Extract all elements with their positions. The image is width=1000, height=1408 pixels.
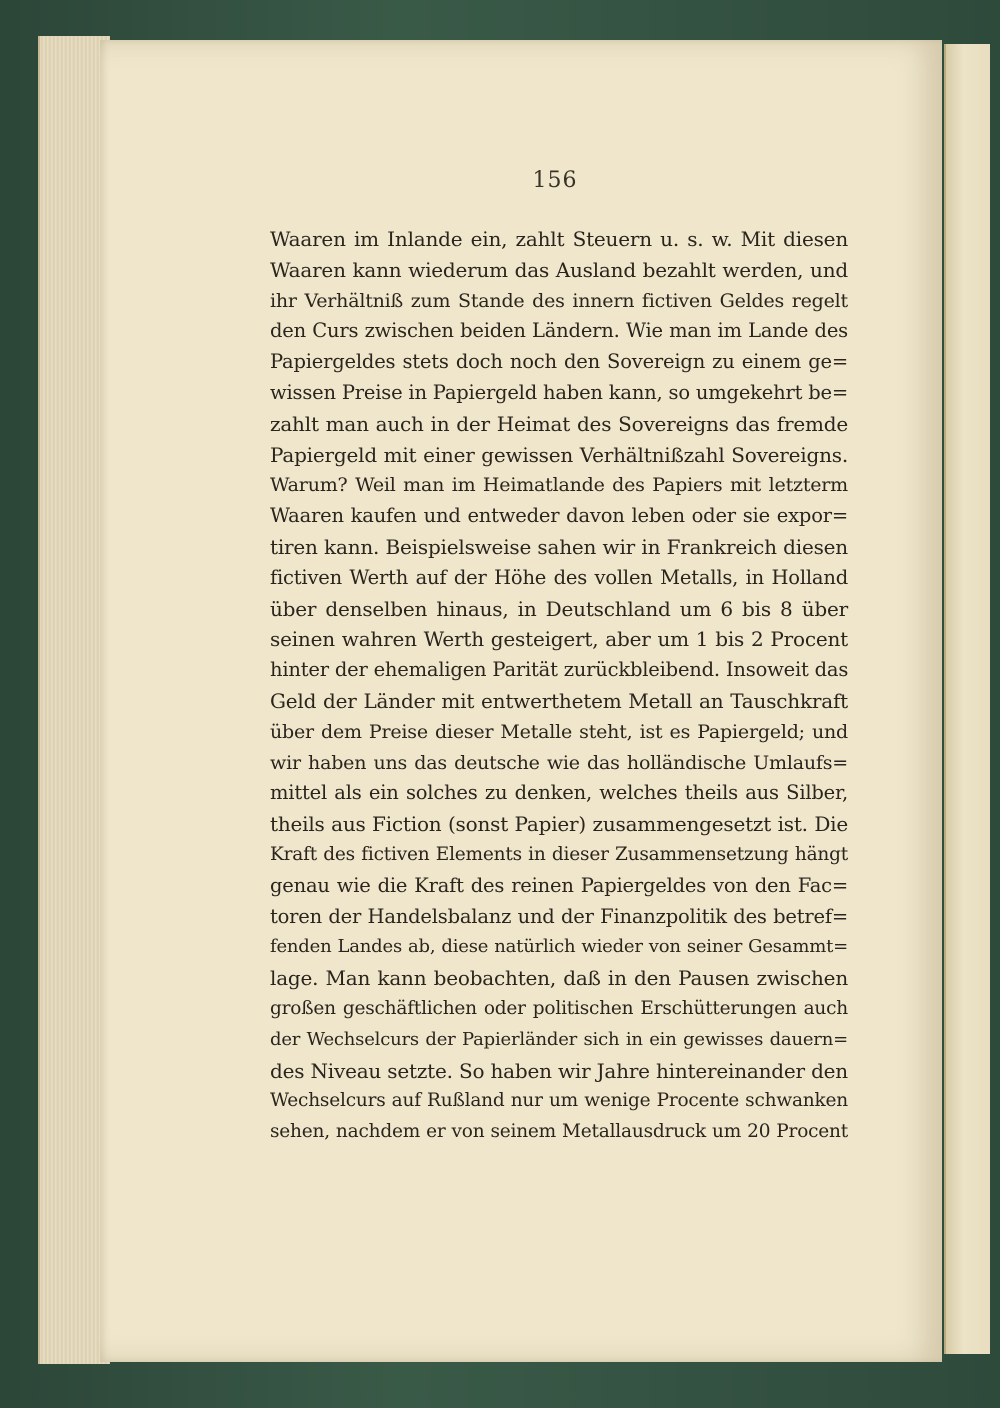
- text-line: toren der Handelsbalanz und der Finanzpolitik des betref=: [270, 904, 848, 928]
- text-line: Papiergeld mit einer gewissen Verhältnißzahl Sovereigns.: [270, 442, 848, 467]
- text-line: Waaren im Inlande ein, zahlt Steuern u. s. w. Mit diesen: [270, 227, 848, 251]
- text-line: der Wechselcurs der Papierländer sich in ein gewisses dauern=: [270, 1028, 848, 1050]
- text-line: hinter der ehemaligen Parität zurückbleibend. Insoweit das: [270, 658, 849, 682]
- text-line: wir haben uns das deutsche wie das holländische Umlaufs=: [270, 751, 848, 774]
- text-line: tiren kann. Beispielsweise sahen wir in Frankreich diesen: [270, 534, 848, 559]
- text-line: sehen, nachdem er von seinem Metallausdruck um 20 Procent: [270, 1121, 848, 1143]
- text-line: wissen Preise in Papiergeld haben kann, so umgekehrt be=: [270, 380, 848, 404]
- text-line: Papiergeldes stets doch noch den Sovereign zu einem ge=: [270, 350, 848, 374]
- text-line: lage. Man kann beobachten, daß in den Pausen zwischen: [270, 966, 848, 991]
- text-line: Geld der Länder mit entwerthetem Metall an Tauschkraft: [270, 688, 848, 713]
- text-line: theils aus Fiction (sonst Papier) zusammengesetzt ist. Die: [270, 812, 848, 837]
- text-line: großen geschäftlichen oder politischen Erschütterungen auch: [270, 997, 848, 1019]
- text-line: über dem Preise dieser Metalle steht, ist es Papiergeld; und: [270, 720, 848, 743]
- text-line: fictiven Werth auf der Höhe des vollen Metalls, in Holland: [270, 565, 848, 589]
- page-number: 156: [532, 168, 578, 193]
- text-line: Wechselcurs auf Rußland nur um wenige Procente schwanken: [270, 1090, 848, 1112]
- text-line: des Niveau setzte. So haben wir Jahre hintereinander den: [270, 1058, 848, 1083]
- text-line: Waaren kann wiederum das Ausland bezahlt werden, und: [270, 257, 848, 282]
- text-line: Kraft des fictiven Elements in dieser Zusammensetzung hängt: [270, 843, 848, 865]
- text-line: zahlt man auch in der Heimat des Sovereigns das fremde: [270, 411, 848, 436]
- text-line: genau wie die Kraft des reinen Papiergeldes von den Fac=: [270, 873, 848, 897]
- text-line: Warum? Weil man im Heimatlande des Papiers mit letzterm: [270, 474, 848, 497]
- text-line: über denselben hinaus, in Deutschland um 6 bis 8 über: [270, 596, 848, 621]
- body-text: [270, 224, 848, 1148]
- text-line: ihr Verhältniß zum Stande des innern fictiven Geldes regelt: [270, 289, 848, 312]
- text-line: den Curs zwischen beiden Ländern. Wie man im Lande des: [270, 319, 848, 343]
- text-line: seinen wahren Werth gesteigert, aber um 1 bis 2 Procent: [270, 627, 848, 652]
- text-line: Waaren kaufen und entweder davon leben oder sie expor=: [270, 504, 848, 528]
- text-line: fenden Landes ab, diese natürlich wieder von seiner Gesammt=: [270, 936, 848, 958]
- text-line: mittel als ein solches zu denken, welches theils aus Silber,: [270, 781, 848, 805]
- facing-page-edge: [944, 44, 990, 1354]
